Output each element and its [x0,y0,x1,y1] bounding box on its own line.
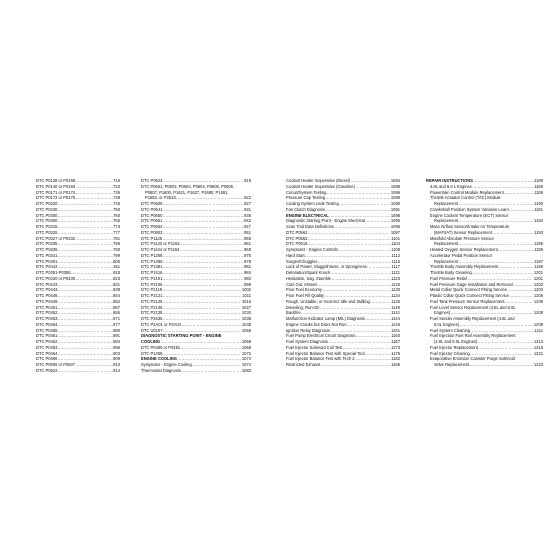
entry-title: Throttle Actuator Control (TAC) Module [430,195,501,201]
entry-title: Diagnostic Starting Point - Engine Electrical [286,218,365,224]
entry-title: DTC P0300 [36,218,58,224]
entry-title: Hard Start [286,252,305,258]
entry-title: Fuel Injector Replacement [430,344,478,350]
page-number: 760 [113,212,120,218]
entry-title: Heated Oxygen Sensor Replacement [430,247,498,252]
page-number: 831 [113,281,120,287]
entry-title: DTC P0315 [36,224,58,229]
page-number: 1144 [391,316,400,321]
page-number: 750 [113,206,120,212]
dot-leader [509,207,533,213]
entry-title: DTC P0171 or P0174 [36,189,76,195]
page-number: 903 [113,350,120,356]
page-number: 723 [113,183,120,189]
entry-title: DTC P0300 [36,212,58,218]
entry-title: DTC P0453 [36,316,58,321]
entry-title: Rough, Unstable, or Incorrect Idle and Stalling [286,298,370,304]
page-number: 1074 [241,362,251,367]
page-number: 786 [113,241,120,247]
page-number: 781 [113,235,120,241]
page-number: 1083 [241,367,251,373]
entry-title: COOLING [141,339,161,344]
entry-title: Powertrain Control Module Replacement [430,189,504,195]
page-number: 1095 [390,212,400,218]
page-number: 1090 [390,201,400,206]
entry-title: DIAGNOSTIC STARTING POINT - ENGINE [141,333,222,339]
entry-title: DTC P0230 [36,206,58,212]
page-number: 715 [113,178,120,183]
entry-title: Circuit/System Testing [286,189,327,195]
entry-title: Restricted Exhaust [286,362,321,367]
page-number: 918 [244,178,251,183]
page-number: 1203 [533,287,543,293]
page-number: 896 [113,344,120,350]
page-number: 931 [244,206,251,212]
entry-title: Backfire [286,310,301,316]
entry-title: Coolant Heater Inoperative (Diesel) [286,178,351,183]
dot-leader [181,368,241,374]
page-number: 773 [113,224,120,229]
entry-title: DTC P0172 or P0175 [36,195,76,201]
dot-leader [321,362,391,368]
page-number: 844 [113,293,120,298]
entry-title: DTC P0455 [36,327,58,333]
page-number: 1189 [534,189,543,195]
entry-title: DTC P0562 [286,229,308,235]
entry-title: DTC P0140 or P0160 [36,183,76,189]
page-number: 894 [113,339,120,344]
entry-title: DTC P2636 [141,316,163,321]
page-number: 1086 [390,189,400,195]
entry-title: Fan Clutch Diagnosis [286,206,325,212]
page-number: 1189 [534,183,543,189]
page-number: 981 [244,264,251,270]
entry-title: Throttle Body Cleaning [430,270,472,275]
entry-title: Fuel Sender Assembly Replacement (4.8L and [430,316,515,321]
page-number: 1116 [391,258,400,264]
entry-title: DTC P0651 [141,218,163,224]
page-number: 852 [113,298,120,304]
page-number: 951 [244,229,251,235]
page-number: 1186 [391,362,400,367]
index-entry [286,362,400,368]
entry-title: 6.0L Engines) [434,321,460,327]
entry-title: DTC P0341 [36,252,58,258]
page-number: 857 [113,304,120,310]
page-number: 978 [244,258,251,264]
page-number: 1117 [391,264,400,270]
entry-title: DTC P0496 [36,356,58,362]
entry-title: DTC P0461 [36,333,58,339]
entry-title: (4.8L and 6.0L Engines) [434,339,478,344]
page-number: 1202 [533,281,543,287]
page-number: 922 [244,195,251,201]
entry-title: DTC P0443 [36,287,58,293]
page-number: 765 [113,218,120,224]
entry-title: DTC P1258 [141,252,163,258]
entry-title: DTC P0480 or P0481 [141,344,181,350]
page-number: 1112 [391,252,400,258]
entry-title: DTC P0325 [36,229,58,235]
page-number: 777 [113,229,120,235]
entry-title: DTC P2A01 or P2A04 [141,321,182,327]
page-number: 909 [113,356,120,362]
page-number: 838 [113,287,120,293]
page-number: 745 [113,201,120,206]
entry-title: DTC P2119 [141,287,163,293]
entry-title: DTC P0446 [36,293,58,298]
page-number: 1134 [391,293,400,298]
page-number: 738 [113,195,120,201]
entry-title: DTC P0327 or P0332 [36,235,76,241]
entry-title: DTC P0335 [36,241,58,247]
dot-leader [498,247,533,253]
page-number: 1121 [391,270,400,275]
entry-title: Engines) [434,310,451,316]
page-number: 1038 [241,316,251,321]
entry-title: DTC P0650 [141,212,163,218]
page-number: 880 [113,327,120,333]
page-number: 1167 [391,339,400,344]
page-number: 1136 [391,298,400,304]
entry-title: Fuel Pump Electrical Circuit Diagnosis [286,333,356,339]
entry-title: Fuel Injector Balance Test with Tech 2 [286,356,355,362]
entry-title: DTC P2101 [141,275,163,281]
entry-title: DTC P0442 [36,264,58,270]
entry-title: ENGINE COOLING [141,356,177,362]
page-number: 1190 [534,201,543,206]
entry-title: DTC P0452 [36,310,58,316]
entry-title: Thermostat Diagnosis [141,367,181,373]
page-number: 1201 [533,270,543,275]
entry-title: DTC P0464 [36,350,58,356]
page-number: 1176 [391,350,400,356]
page-number: 947 [244,224,251,229]
page-number: 1002 [241,287,251,293]
entry-title: DTC P0420 or P0430 [36,275,76,281]
entry-title: Evaporative Emission Canister Purge Solenoid [430,356,515,362]
page-number: 823 [113,275,120,281]
page-number: 1146 [391,321,400,327]
page-number: 1097 [390,229,400,235]
entry-title: DTC P2135 [141,304,163,310]
entry-title: Pressure Cap Testing [286,195,326,201]
entry-title: DTC P0506 or P0507 [36,362,76,367]
entry-title: Accelerator Pedal Position Sensor [430,252,493,258]
entry-title: Dieseling, Run-On [286,304,320,310]
entry-title: DTC P0601, P0602, P0603, P0604, P0605, P0606, [141,183,235,189]
dot-leader [492,230,533,236]
entry-title: Mass Airflow Sensor/Intake Air Temperature [430,224,510,229]
page-number: 1195 [534,241,543,247]
entry-title: DTC P0902 [141,229,163,235]
entry-title: DTC P0138 or P0158 [36,178,76,183]
page-number: 1056 [241,327,251,333]
page-number: 1213 [533,339,543,344]
entry-title: Throttle Body Assembly Replacement [430,264,499,270]
entry-title: Fuel System Diagnosis [286,339,328,344]
index-column-2 [141,178,251,374]
page-number: 1208 [533,298,543,304]
entry-title: Replacement [434,258,459,264]
page-number: 1206 [533,293,543,298]
page-number: 1196 [534,247,543,252]
entry-title: Ignition Relay Diagnosis [286,327,330,333]
dot-leader [470,362,534,368]
page-number: 1130 [391,287,400,293]
entry-title: DTC P1125 [141,235,163,241]
page-number: 1182 [391,356,400,362]
entry-title: Replacement [434,201,459,206]
entry-title: DTC P0401 [36,258,58,264]
page-number: 793 [113,247,120,252]
entry-title: Fuel Injector Balance Test with Special Tool [286,350,365,356]
entry-title: Symptoms - Engine Controls [286,247,339,252]
index-entry [36,368,120,374]
entry-title: Cuts Out, Misses [286,281,318,287]
entry-title: Detonation/Spark Knock [286,270,331,275]
entry-title: Fuel Tank Pressure Sensor Replacement [430,298,505,304]
entry-title: Malfunction Indicator Lamp (MIL) Diagnosis [286,316,365,321]
entry-title: Fuel Injector Solenoid Coil Test [286,344,343,350]
page-number: 1160 [391,333,400,339]
page-number: 1191 [534,206,543,212]
entry-title: DTC P0563 [286,235,308,241]
index-column-4 [426,178,543,368]
entry-title: Fuel Injection Fuel Rail Assembly Replacement [430,333,516,339]
entry-title: Cooling System Leak Testing [286,201,339,206]
entry-title: ENGINE ELECTRICAL [286,212,329,218]
entry-title: DTC P0463 [36,344,58,350]
page-number: 1095 [390,218,400,224]
page-number: 1189 [534,178,543,183]
entry-title: P1683, or P2610 [145,195,176,201]
page-number: 1151 [391,327,400,333]
page-number: 961 [244,241,251,247]
entry-title: DTC P0454 [36,321,58,327]
page-number: 992 [244,275,251,281]
entry-title: DTC P1381 [141,264,163,270]
entry-title: Engine Cranks but Does Not Run [286,321,347,327]
page-number: 1084 [390,178,400,183]
page-number: 1034 [241,310,251,316]
entry-title: DTC P0608 [141,201,163,206]
page-number: 799 [113,252,120,258]
entry-title: DTC P1380 [141,258,163,264]
page-number: 936 [244,212,251,218]
entry-title: DTC P0336 [36,247,58,252]
entry-title: Fuel System Cleaning [430,327,471,333]
page-number: 805 [113,258,120,264]
entry-title: DTC P0462 [36,339,58,344]
entry-title: 4.8L and 6.0 L Engines [430,183,472,189]
index-entry [141,368,251,374]
page-number: 1197 [534,258,543,264]
page-number: 914 [113,367,120,373]
entry-title: DTC P2138 [141,310,163,316]
page-number: 942 [244,218,251,224]
page-number: 1192 [534,218,543,224]
page-number: 1209 [533,321,543,327]
entry-title: Crankshaft Position System Variation Learn [430,206,509,212]
dot-leader [504,190,533,196]
page-number: 1104 [391,241,400,247]
entry-title: Symptoms - Engine Cooling [141,362,192,367]
entry-title: DTC P0351-P0358 [36,270,71,275]
page-number: 1173 [391,344,400,350]
page-number: 1027 [241,304,251,310]
entry-title: DTC P0654 [141,224,163,229]
entry-title: DTC U0107 [141,327,163,333]
page-number: 1141 [391,310,400,316]
entry-title: DTC P2125 [141,298,163,304]
page-number: 998 [244,281,251,287]
entry-title: DTC P1134 or P1154 [141,247,180,252]
entry-title: DTC P0615 [286,241,308,247]
page-number: 1074 [241,356,251,362]
page-number: 1126 [391,281,400,287]
page-number: 968 [244,247,251,252]
entry-title: P0607, P1600, P1621, P1627, P1680, P1681, [145,189,229,195]
entry-title: Surges/Chuggles [286,258,318,264]
page-number: 910 [113,362,120,367]
entry-title: Metal Collar Quick Connect Fitting Service [430,287,507,293]
page-number: 818 [113,270,120,275]
dot-leader [58,368,113,374]
page-number: 1085 [390,183,400,189]
entry-title: (MAF/IAT) Sensor Replacement [434,229,492,235]
page-number: 1123 [391,275,400,281]
entry-title: DTC P0220 [36,201,58,206]
page-number: 866 [113,310,120,316]
entry-title: DTC P1133 or P1153 [141,241,180,247]
page-number: 726 [113,189,120,195]
page-number: 1068 [241,339,251,344]
entry-title: DTC P2106 [141,281,163,287]
index-column-3 [286,178,400,368]
page-number: 1048 [241,321,251,327]
entry-title: REPAIR INSTRUCTIONS [426,178,474,183]
entry-title: Plastic Collar Quick Connect Fitting Service [430,293,509,298]
entry-title: DTC P0641 [141,206,163,212]
entry-title: Fuel Injector Cleaning [430,350,470,356]
entry-title: DTC P0523 [141,178,163,183]
page-number: 1211 [534,327,543,333]
page-number: 877 [113,321,120,327]
page-number: 1096 [390,224,400,229]
entry-title: DTC P2121 [141,293,163,298]
index-column-1 [36,178,120,374]
index-entry [426,362,543,368]
entry-title: Engine Coolant Temperature (ECT) Sensor [430,212,509,218]
page-number: 1011 [242,293,251,298]
page-number: 891 [113,333,120,339]
page-number: 1201 [533,275,543,281]
page-number: 871 [113,316,120,321]
page-number: 1091 [390,206,400,212]
entry-title: DTC P1258 [141,350,163,356]
page-number: 1199 [534,264,543,270]
entry-title: Replacement [434,241,459,247]
page-number: 927 [244,201,251,206]
entry-title: Scan Tool Data Definitions [286,224,334,229]
page-number: 984 [244,270,251,275]
entry-title: Fuel Pressure Gage Installation and Removal [430,281,513,287]
entry-title: DTC P0443 [36,281,58,287]
entry-title: Valve Replacement [434,362,470,367]
page-number: 1016 [241,298,251,304]
page-number: 1223 [533,362,543,367]
page-number: 1221 [533,350,543,356]
page-number: 1216 [533,344,543,350]
page-number: 1089 [390,195,400,201]
entry-title: DTC P1516 [141,270,163,275]
page-number: 811 [113,264,120,270]
page-number: 1208 [533,310,543,316]
entry-title: DTC P0451 [36,304,58,310]
entry-title: Hesitation, Sag, Stumble [286,275,332,281]
page-number: 1101 [391,235,400,241]
page-number: 1140 [391,304,400,310]
entry-title: Replacement [434,218,459,224]
entry-title: Lack of Power, Sluggishness, or Sponginess [286,264,367,270]
page-number: 1072 [241,350,251,356]
entry-title: DTC P0449 [36,298,58,304]
entry-title: Manifold Absolute Pressure Sensor [430,235,494,241]
entry-title: Poor Fuel Fill Quality [286,293,324,298]
page-number: 1193 [534,229,543,235]
page-number: 1068 [241,344,251,350]
entry-title: Fuel Level Sensor Replacement (4.8L and 6.0L [430,304,516,310]
page-number: 975 [244,252,251,258]
entry-title: DTC P0522 [36,367,58,373]
page-number: 956 [244,235,251,241]
entry-title: Poor Fuel Economy [286,287,322,293]
entry-title: Coolant Heater Inoperative (Gasoline) [286,183,355,189]
page-number: 1108 [391,247,400,252]
entry-title: Fuel Pressure Relief [430,275,468,281]
